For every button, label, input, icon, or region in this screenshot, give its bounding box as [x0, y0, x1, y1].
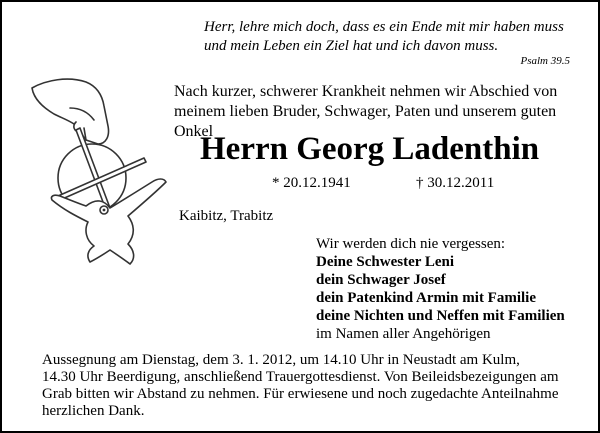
deceased-name: Herrn Georg Ladenthin: [200, 131, 540, 167]
mourner-line: deine Nichten und Neffen mit Familien: [316, 308, 565, 324]
funeral-details: [42, 352, 590, 420]
mourner-line: dein Patenkind Armin mit Familie: [316, 290, 537, 306]
funeral-line: Aussegnung am Dienstag, dem 3. 1. 2012, um 14.10 Uhr in Neustadt am Kulm,: [42, 352, 520, 368]
birth-date: * 20.12.1941: [272, 175, 351, 191]
bible-verse: [204, 18, 576, 56]
mourners-list: [316, 235, 586, 343]
funeral-line: Grab bitten wir Abstand zu nehmen. Für erwiesene und noch zugedachte Anteilnahme: [42, 386, 559, 402]
hometowns: Kaibitz, Trabitz: [179, 208, 274, 224]
mourners-closing: im Namen aller Angehörigen: [316, 326, 491, 342]
verse-line: und mein Leben ein Ziel hat und ich davon muss.: [204, 38, 499, 54]
funeral-line: 14.30 Uhr Beerdigung, anschließend Trauergottesdienst. Von Beileidsbezeigungen am: [42, 369, 559, 385]
mourners-heading: Wir werden dich nie vergessen:: [316, 236, 506, 252]
hand-cross-dove-icon: [24, 74, 194, 266]
mourner-line: Deine Schwester Leni: [316, 254, 455, 270]
intro-line: Nach kurzer, schwerer Krankheit nehmen wir Abschied von: [174, 83, 558, 100]
death-date: † 30.12.2011: [416, 175, 495, 191]
verse-reference: Psalm 39.5: [520, 55, 570, 67]
intro-line: meinem lieben Bruder, Schwager, Paten und unserem guten Onkel: [174, 103, 557, 140]
mourner-line: dein Schwager Josef: [316, 272, 446, 288]
funeral-line: herzlichen Dank.: [42, 403, 145, 419]
verse-line: Herr, lehre mich doch, dass es ein Ende mit mir haben muss: [204, 19, 564, 35]
